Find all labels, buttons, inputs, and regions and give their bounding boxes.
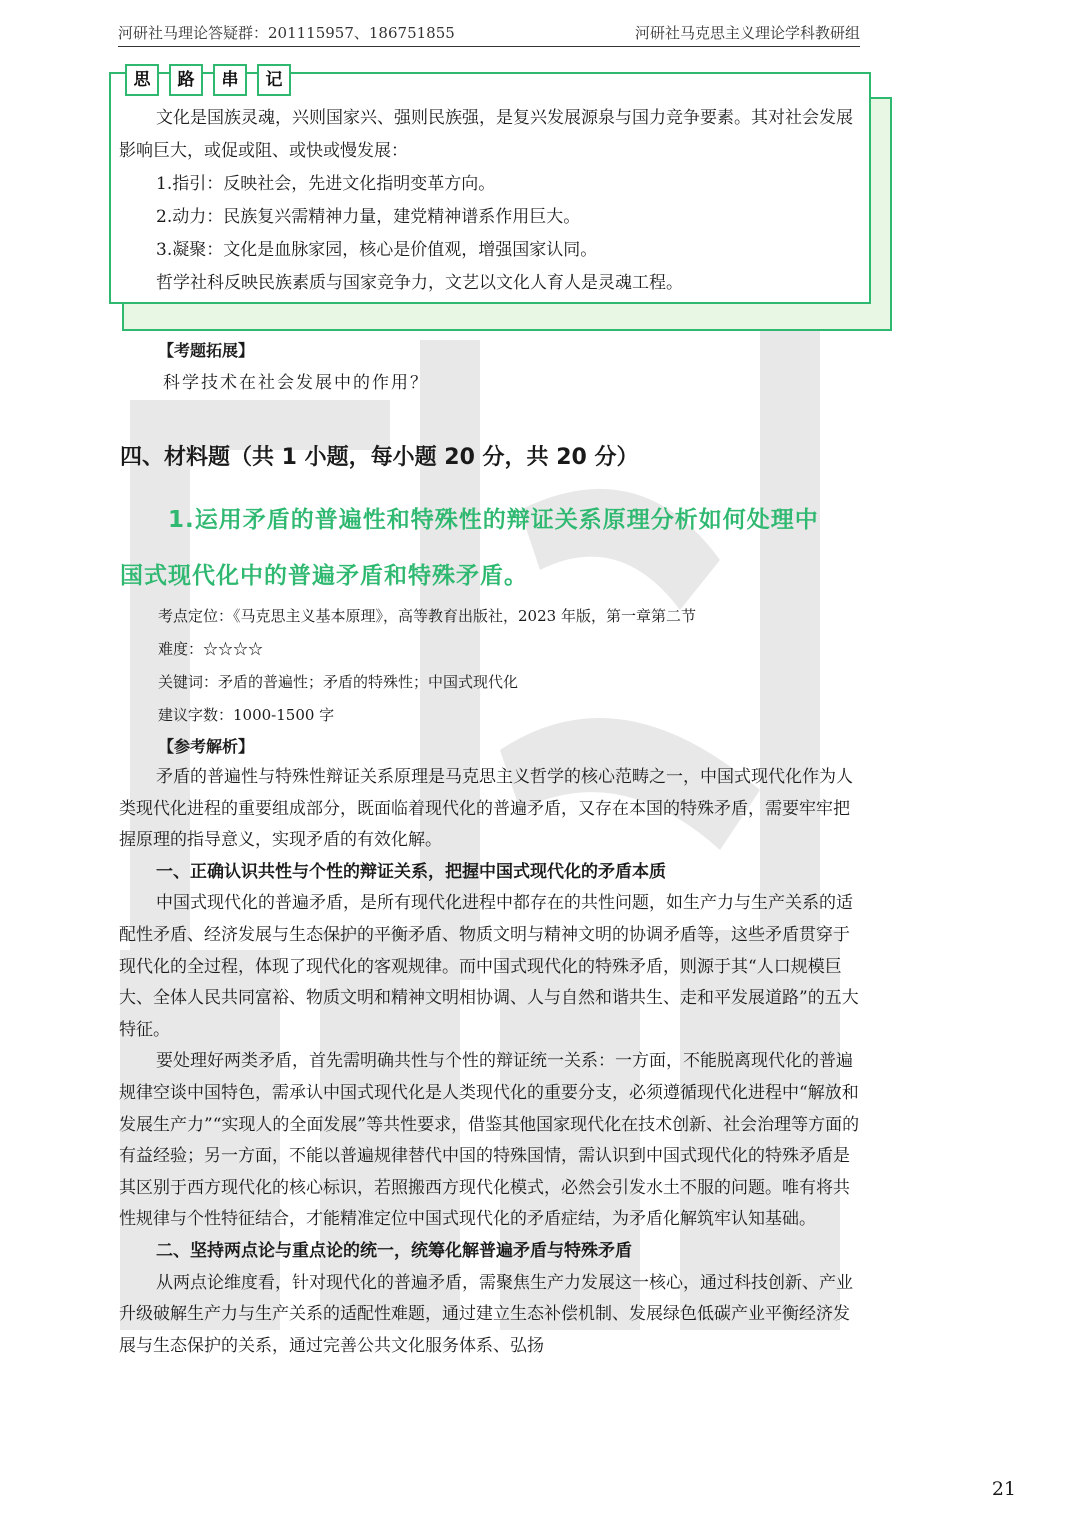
summary-item: 1.指引：反映社会，先进文化指明变革方向。 (156, 174, 496, 194)
question-title (120, 492, 862, 604)
analysis-paragraph: 要处理好两类矛盾，首先需明确共性与个性的辩证统一关系：一方面，不能脱离现代化的普遍规律空谈中国特色，需承认中国式现代化是人类现代化的重要分支，必须遵循现代化进程中“解放和发展生产力”“实现人的全面发展”等共性要求，借鉴其他国家现代化在技术创新、社会治理等方面的有益经验；另一方面，不能以普遍规律替代中国的特殊国情，需认识到中国式现代化的特殊矛盾是其区别于西方现代化的核心标识，若照搬西方现代化模式，必然会引发水土不服的问题。唯有将共性规律与个性特征结合，才能精准定位中国式现代化的矛盾症结，为矛盾化解筑牢认知基础。 (119, 1051, 860, 1230)
analysis-label: 【参考解析】 (158, 737, 255, 756)
summary-tab-2: 路 (169, 64, 203, 96)
section-heading: 四、材料题（共 1 小题，每小题 20 分，共 20 分） (120, 445, 639, 470)
header-left-text: 河研社马理论答疑群：201115957、186751855 (118, 24, 455, 42)
summary-tab-4: 记 (257, 64, 291, 96)
meta-keywords: 关键词：矛盾的普遍性；矛盾的特殊性；中国式现代化 (158, 673, 519, 691)
summary-item: 2.动力：民族复兴需精神力量，建党精神谱系作用巨大。 (156, 207, 581, 227)
summary-item: 3.凝聚：文化是血脉家园，核心是价值观，增强国家认同。 (156, 240, 598, 260)
analysis-paragraph: 中国式现代化的普遍矛盾，是所有现代化进程中都存在的共性问题，如生产力与生产关系的适配性矛盾、经济发展与生态保护的平衡矛盾、物质文明与精神文明的协调矛盾等，这些矛盾贯穿于现代化的全过程，体现了现代化的客观规律。而中国式现代化的特殊矛盾，则源于其“人口规模巨大、全体人民共同富裕、物质文明和精神文明相协调、人与自然和谐共生、走和平发展道路”的五大特征。 (119, 893, 859, 1040)
summary-tab-3: 串 (213, 64, 247, 96)
page-header (118, 16, 860, 47)
summary-closing: 哲学社科反映民族素质与国家竞争力，文艺以文化人育人是灵魂工程。 (156, 273, 683, 293)
summary-tab-1: 思 (125, 64, 159, 96)
meta-difficulty: 难度：☆☆☆☆ (158, 640, 264, 658)
question-meta (158, 600, 696, 732)
meta-location: 考点定位：《马克思主义基本原理》，高等教育出版社，2023 年版，第一章第二节 (158, 607, 696, 625)
analysis-paragraph: 从两点论维度看，针对现代化的普遍矛盾，需聚焦生产力发展这一核心，通过科技创新、产业升级破解生产力与生产关系的适配性难题，通过建立生态补偿机制、发展绿色低碳产业平衡经济发展与生态保护的关系，通过完善公共文化服务体系、弘扬 (119, 1272, 853, 1356)
question-line-2: 国式现代化中的普遍矛盾和特殊矛盾。 (120, 563, 528, 589)
analysis-paragraph: 矛盾的普遍性与特殊性辩证关系原理是马克思主义哲学的核心范畴之一，中国式现代化作为人类现代化进程的重要组成部分，既面临着现代化的普遍矛盾，又存在本国的特殊矛盾，需要牢牢把握原理的指导意义，实现矛盾的有效化解。 (119, 767, 853, 851)
analysis-body (119, 762, 861, 1362)
header-right-text: 河研社马克思主义理论学科教研组 (634, 24, 860, 42)
extension-question: 科学技术在社会发展中的作用？ (163, 373, 429, 393)
meta-word-count: 建议字数：1000-1500 字 (158, 706, 335, 724)
analysis-heading-2: 二、坚持两点论与重点论的统一，统筹化解普遍矛盾与特殊矛盾 (156, 1240, 632, 1261)
analysis-heading-1: 一、正确认识共性与个性的辩证关系，把握中国式现代化的矛盾本质 (156, 861, 666, 882)
page-number: 21 (991, 1478, 1016, 1500)
extension-label: 【考题拓展】 (158, 341, 255, 360)
question-line-1: 1.运用矛盾的普遍性和特殊性的辩证关系原理分析如何处理中 (168, 507, 819, 533)
summary-intro: 文化是国族灵魂，兴则国家兴、强则民族强，是复兴发展源泉与国力竞争要素。其对社会发展影响巨大，或促或阻、或快或慢发展： (119, 108, 853, 161)
summary-box-text (119, 102, 861, 300)
